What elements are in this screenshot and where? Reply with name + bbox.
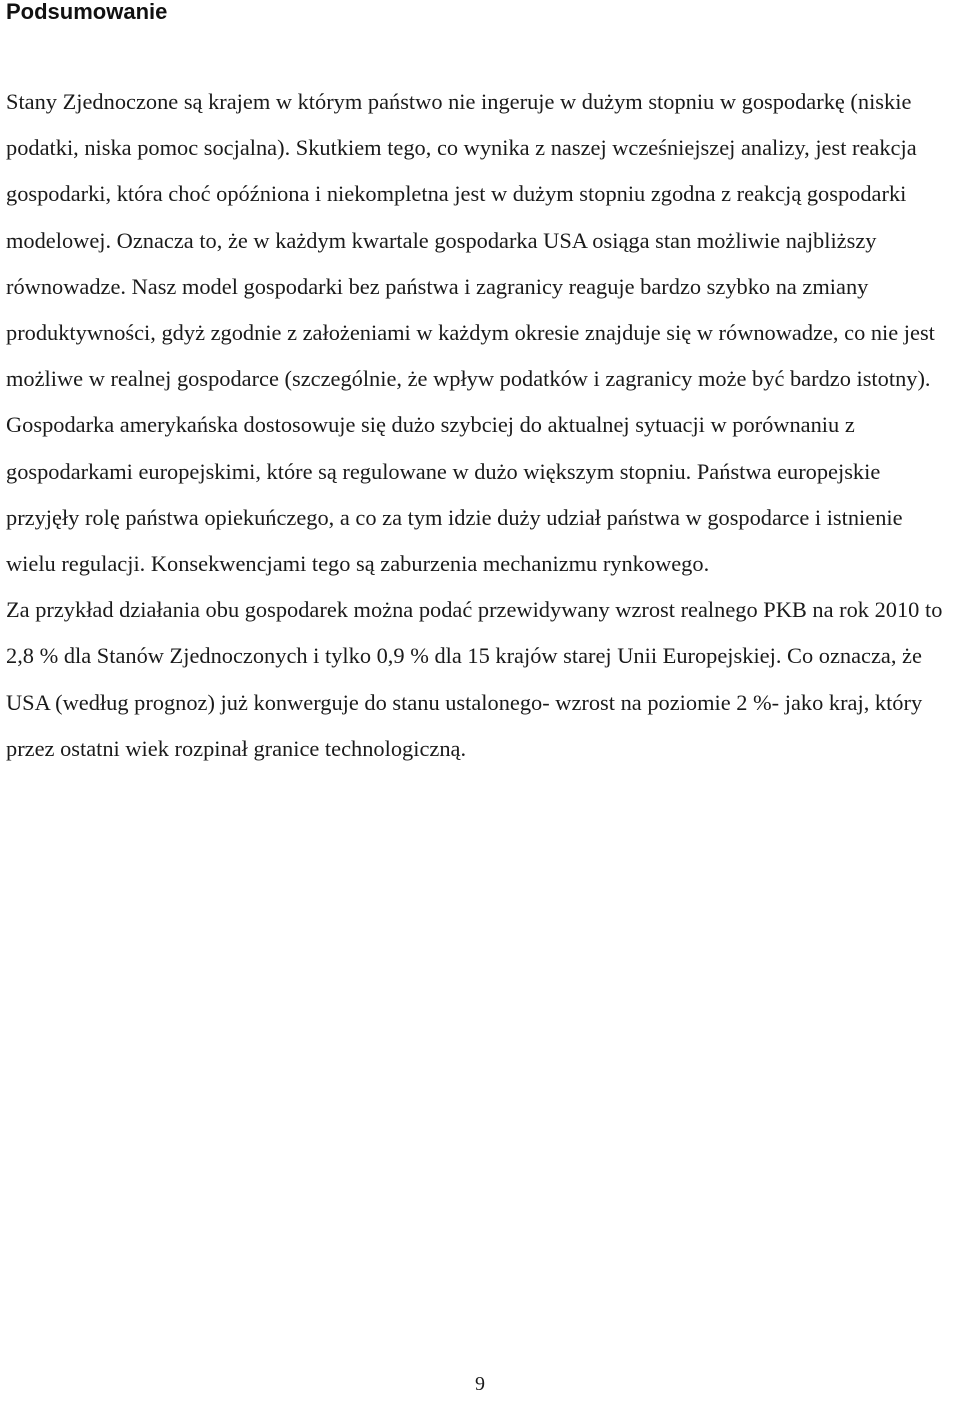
body-text xyxy=(6,79,956,772)
paragraph-2: Gospodarka amerykańska dostosowuje się dużo szybciej do aktualnej sytuacji w porównaniu z gospodarkami europejskimi, które są regulowane w dużo większym stopniu. Państwa europejskie przyjęły rolę państwa opiekuńczego, a co za tym idzie duży udział państwa w gospodarce i istnienie wielu regulacji. Konsekwencjami tego są zaburzenia mechanizmu rynkowego. xyxy=(6,412,903,577)
paragraph-3: Za przykład działania obu gospodarek można podać przewidywany wzrost realnego PKB na rok 2010 to 2,8 % dla Stanów Zjednoczonych i tylko 0,9 % dla 15 krajów starej Unii Europejskiej. Co oznacza, że USA (według prognoz) już konwerguje do stanu ustalonego- wzrost na poziomie 2 %- jako kraj, który przez ostatni wiek rozpinał granice technologiczną. xyxy=(6,597,943,761)
paragraph-1: Stany Zjednoczone są krajem w którym państwo nie ingeruje w dużym stopniu w gospodarkę (niskie podatki, niska pomoc socjalna). Skutkiem tego, co wynika z naszej wcześniejszej analizy, jest reakcja gospodarki, która choć opóźniona i niekompletna jest w dużym stopniu zgodna z reakcją gospodarki modelowej. Oznacza to, że w każdym kwartale gospodarka USA osiąga stan możliwie najbliższy równowadze. Nasz model gospodarki bez państwa i zagranicy reaguje bardzo szybko na zmiany produktywności, gdyż zgodnie z założeniami w każdym okresie znajduje się w równowadze, co nie jest możliwe w realnej gospodarce (szczególnie, że wpływ podatków i zagranicy może być bardzo istotny). xyxy=(6,89,935,392)
page-number: 9 xyxy=(475,1373,485,1395)
section-heading: Podsumowanie xyxy=(6,0,168,24)
